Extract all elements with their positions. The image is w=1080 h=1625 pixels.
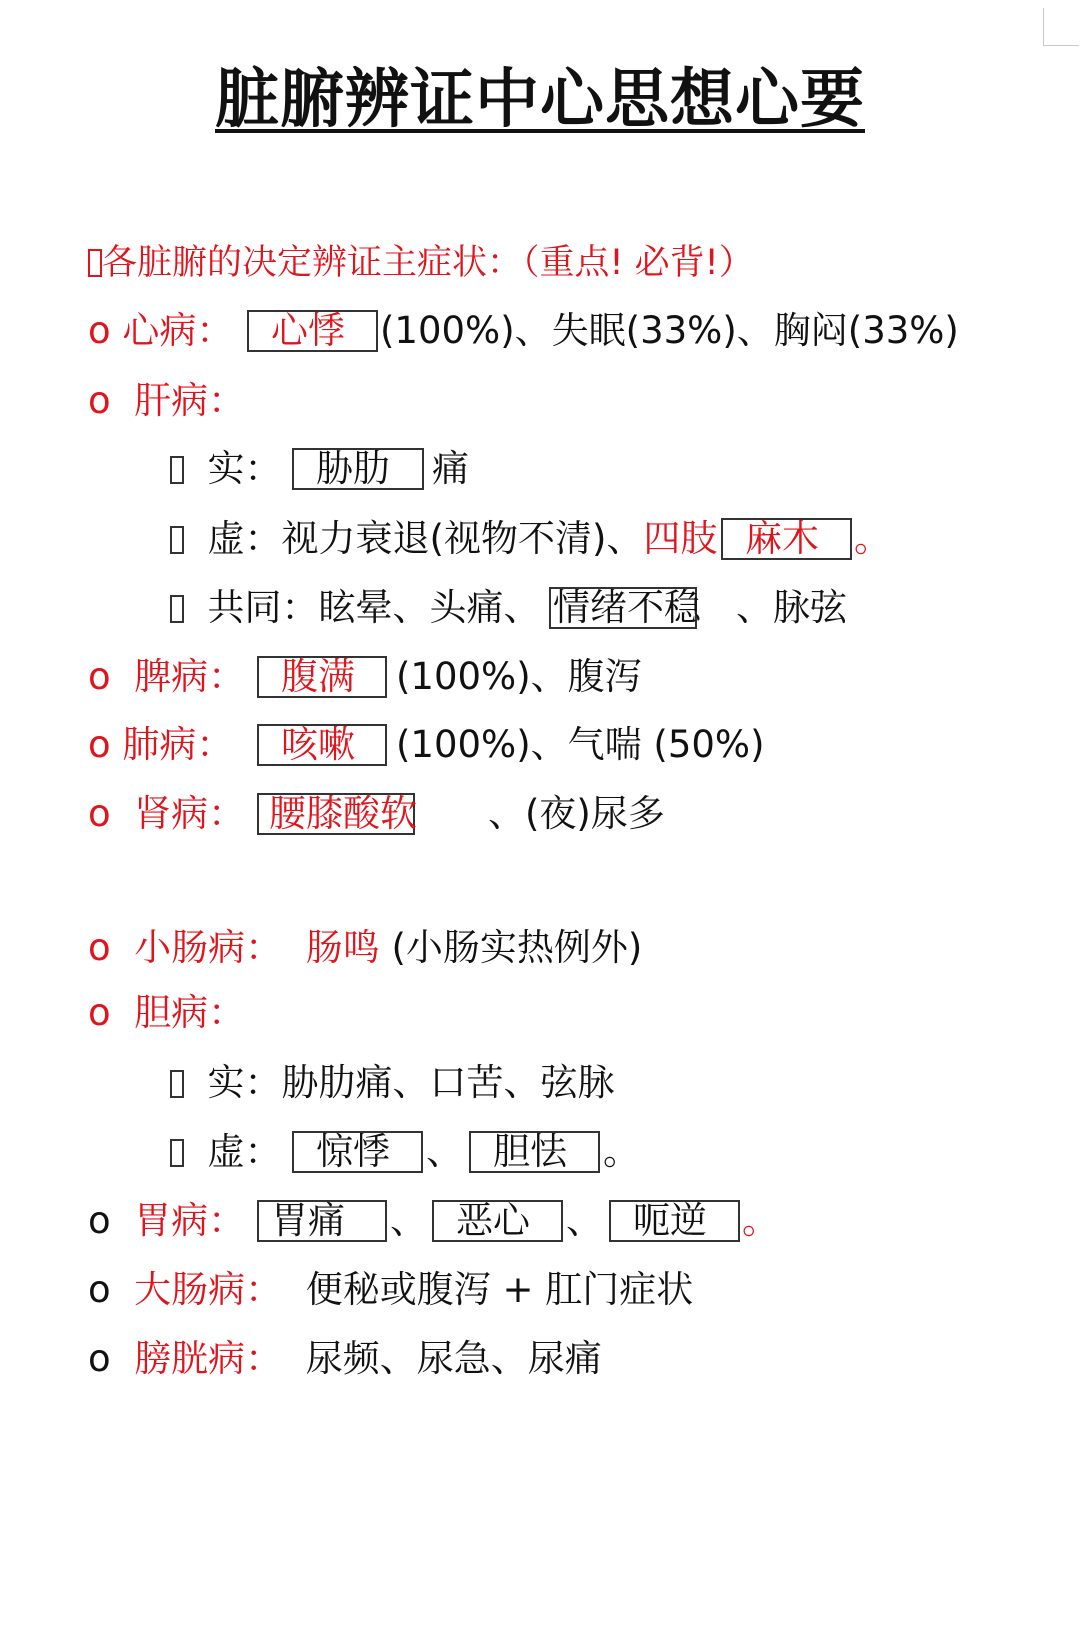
symptom-text: 便秘或腹泻 + 肛门症状 <box>305 1268 694 1311</box>
row-kidney <box>88 789 245 839</box>
key-symptom-box: 恶心 <box>432 1200 563 1242</box>
sub-label: 实： <box>207 447 282 490</box>
checkbox-icon <box>170 1070 184 1098</box>
disease-label: 胃病： <box>134 1199 246 1242</box>
highlight-text: 四肢 <box>643 517 718 560</box>
sub-label: 虚： <box>207 1130 282 1173</box>
key-symptom-box: 咳嗽 <box>257 724 387 766</box>
bullet-icon: o <box>88 926 111 969</box>
row-large-intestine <box>88 1265 693 1315</box>
separator: 、 <box>566 1199 603 1242</box>
disease-label: 肝病： <box>134 379 246 422</box>
symptom-text: (100%)、腹泻 <box>396 655 642 698</box>
disease-label: 肾病： <box>134 792 246 835</box>
row-liver-common <box>170 583 541 633</box>
symptom-text: 视力衰退(视物不清)、 <box>281 517 644 560</box>
bullet-icon: o <box>88 792 111 835</box>
bullet-icon: o <box>88 655 111 698</box>
bullet-icon: o <box>88 723 111 766</box>
bullet-icon: o <box>88 1199 111 1242</box>
disease-label: 肺病： <box>122 723 234 766</box>
row-gallbladder-excess <box>170 1058 615 1108</box>
bullet-icon: o <box>88 1268 111 1311</box>
sub-label: 虚： <box>207 517 282 560</box>
bullet-icon: o <box>88 379 111 422</box>
disease-label: 膀胱病： <box>134 1337 283 1380</box>
symptom-text: 、(夜)尿多 <box>488 792 665 835</box>
separator: 、 <box>390 1199 427 1242</box>
symptom-text: (小肠实热例外) <box>391 926 643 969</box>
bullet-icon: o <box>88 1337 111 1380</box>
symptom-text: 尿频、尿急、尿痛 <box>305 1337 602 1380</box>
disease-label: 胆病： <box>134 991 246 1034</box>
row-liver <box>88 376 245 426</box>
checkbox-icon <box>88 249 102 277</box>
key-symptom-box: 胆怯 <box>469 1131 600 1173</box>
checkbox-icon <box>170 1139 184 1167</box>
checkbox-icon <box>170 456 184 484</box>
symptom-text: 痛 <box>432 447 469 490</box>
row-liver-excess <box>170 444 282 494</box>
row-liver-deficiency <box>170 514 717 564</box>
key-symptom-box: 腹满 <box>257 656 387 698</box>
key-symptom-box: 惊悸 <box>292 1131 423 1173</box>
bullet-icon: o <box>88 309 111 352</box>
row-stomach <box>88 1196 245 1246</box>
sub-label: 实： <box>207 1061 282 1104</box>
key-symptom-text: 肠鸣 <box>305 926 380 969</box>
key-symptom-box: 胁肋 <box>292 448 424 490</box>
checkbox-icon <box>170 526 184 554</box>
row-gallbladder <box>88 988 245 1038</box>
checkbox-icon <box>170 595 184 623</box>
page-corner-mark <box>1043 8 1079 46</box>
key-symptom-box: 心悸 <box>247 310 378 352</box>
disease-label: 心病： <box>122 309 234 352</box>
separator: 、 <box>426 1130 463 1173</box>
key-symptom-box: 情绪不稳 <box>549 587 697 629</box>
end-mark: 。 <box>603 1130 640 1173</box>
row-small-intestine <box>88 923 642 973</box>
row-spleen <box>88 652 245 702</box>
key-symptom-box: 腰膝酸软 <box>257 793 415 835</box>
disease-label: 小肠病： <box>134 926 283 969</box>
symptom-text: 胁肋痛、口苦、弦脉 <box>281 1061 615 1104</box>
row-gallbladder-deficiency <box>170 1127 282 1177</box>
symptom-text: (100%)、气喘 (50%) <box>396 723 765 766</box>
end-mark: 。 <box>854 517 891 560</box>
key-symptom-box: 麻木 <box>721 518 852 560</box>
symptom-text: (100%)、失眠(33%)、胸闷(33%) <box>380 309 959 352</box>
row-heart <box>88 306 233 356</box>
document-title: 脏腑辨证中心思想心要 <box>215 63 865 137</box>
key-symptom-box: 胃痛 <box>257 1200 387 1242</box>
sub-label: 共同： <box>207 586 319 629</box>
bullet-icon: o <box>88 991 111 1034</box>
section-heading: 各脏腑的决定辨证主症状：（重点! 必背!） <box>88 238 754 288</box>
row-lung <box>88 720 233 770</box>
symptom-text: 、脉弦 <box>736 586 847 629</box>
disease-label: 脾病： <box>134 655 246 698</box>
disease-label: 大肠病： <box>134 1268 283 1311</box>
row-bladder <box>88 1334 602 1384</box>
end-mark: 。 <box>742 1199 779 1242</box>
symptom-text: 眩晕、头痛、 <box>318 586 541 629</box>
key-symptom-box: 呃逆 <box>609 1200 740 1242</box>
